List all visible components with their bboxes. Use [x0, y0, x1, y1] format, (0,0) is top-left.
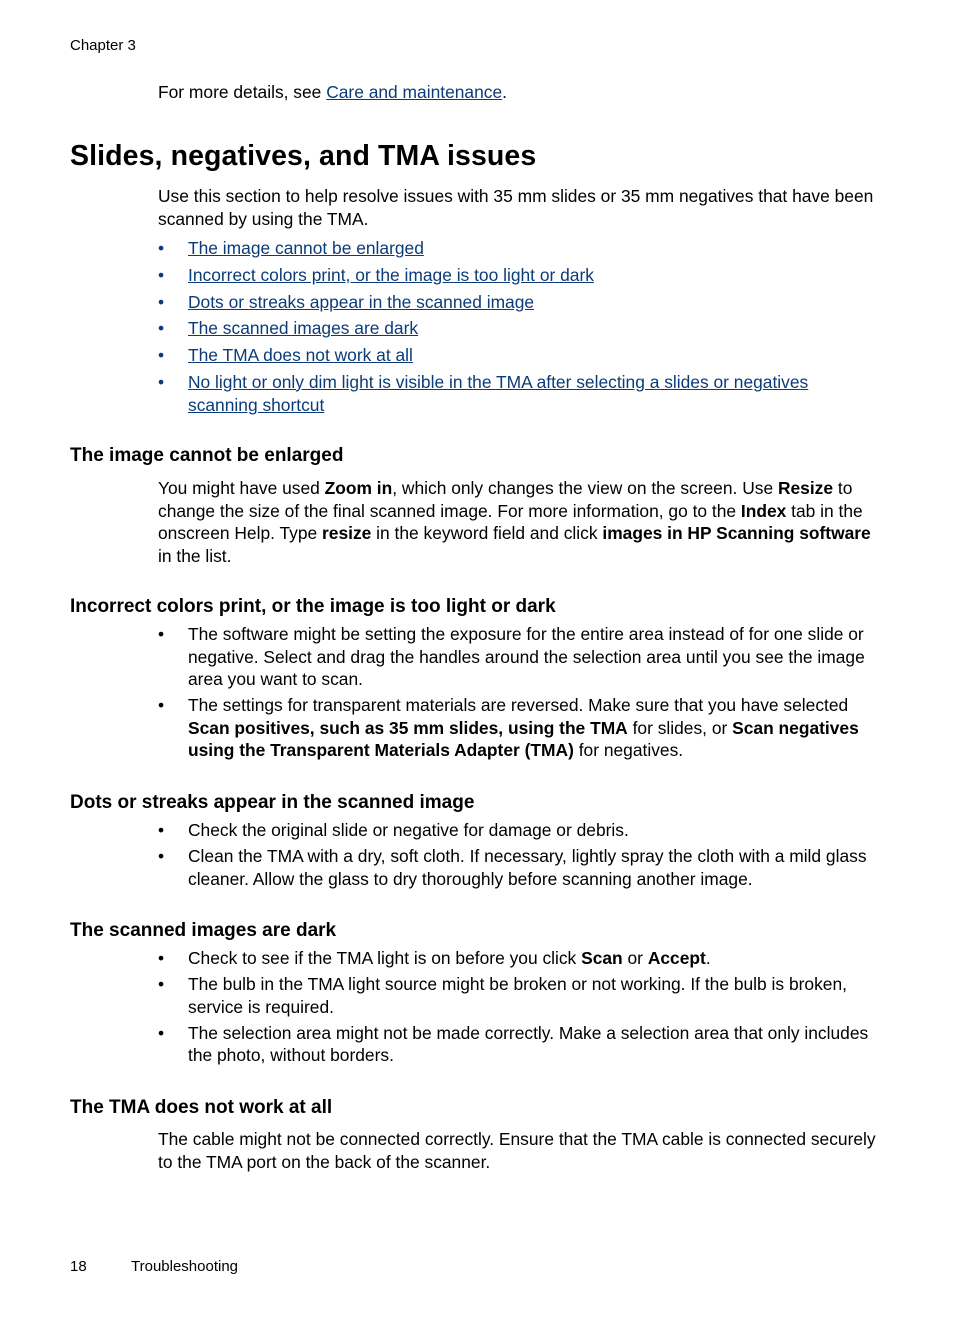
intro-text: For more details, see: [158, 82, 327, 102]
item-text: Check to see if the TMA light is on before you click: [188, 948, 582, 968]
item-text: for negatives.: [573, 740, 684, 761]
section-description: Use this section to help resolve issues with 35 mm slides or 35 mm negatives that have been scanned by using the TMA.: [158, 186, 874, 229]
list-item: [158, 623, 878, 691]
list-item: [158, 947, 878, 970]
item-text: or: [622, 948, 648, 968]
section-title: Slides, negatives, and TMA issues: [70, 140, 537, 172]
care-and-maintenance-link[interactable]: Care and maintenance: [326, 82, 503, 102]
toc-item: [158, 264, 878, 287]
bullet-icon: •: [158, 948, 165, 968]
bullet-icon: •: [158, 973, 165, 994]
toc-link-incorrect-colors[interactable]: Incorrect colors print, or the image is too light or dark: [188, 264, 594, 285]
toc-item: [158, 237, 878, 260]
toc-item: [158, 344, 878, 367]
bullet-icon: •: [158, 371, 165, 392]
item-text: The bulb in the TMA light source might be broken or not working. If the bulb is broken, service is required.: [188, 973, 847, 1017]
colors-list: [158, 623, 878, 765]
page-number: 18: [70, 1258, 87, 1275]
topic-link-list: [158, 237, 878, 420]
ui-term-scan-positives: Scan positives, such as 35 mm slides, using the TMA: [188, 717, 628, 738]
list-item: [158, 845, 878, 890]
bullet-icon: •: [158, 318, 165, 339]
item-text: for slides, or: [627, 717, 733, 738]
item-text: The software might be setting the exposure for the entire area instead of for one slide or negative. Select and drag the handles around the selection area until you see the image area you want to scan.: [188, 624, 865, 690]
heading-tma-does-not-work: The TMA does not work at all: [70, 1097, 333, 1118]
ui-term-accept: Accept: [647, 948, 706, 968]
ui-term-index: Index: [740, 500, 787, 521]
text: in the list.: [158, 545, 232, 566]
bullet-icon: •: [158, 845, 165, 866]
toc-link-tma-does-not-work[interactable]: The TMA does not work at all: [188, 345, 413, 366]
bullet-icon: •: [158, 820, 165, 840]
intro-suffix: .: [502, 82, 507, 102]
toc-link-no-light-in-tma[interactable]: No light or only dim light is visible in the TMA after selecting a slides or negatives scanning shortcut: [188, 371, 809, 415]
running-header: Chapter 3: [70, 37, 136, 54]
heading-incorrect-colors: Incorrect colors print, or the image is too light or dark: [70, 596, 556, 617]
toc-link-image-cannot-be-enlarged[interactable]: The image cannot be enlarged: [188, 238, 424, 258]
ui-term-resize-keyword: resize: [322, 523, 372, 544]
dark-list: [158, 947, 878, 1070]
text: to change the size of the final scanned image. For more information, go to the: [158, 478, 853, 521]
tma-paragraph: The cable might not be connected correctly. Ensure that the TMA cable is connected securely to the TMA port on the back of the scanner.: [158, 1129, 876, 1172]
intro-paragraph: [158, 81, 878, 104]
enlarge-paragraph: [158, 477, 878, 567]
dots-list: [158, 819, 878, 894]
toc-link-dots-or-streaks[interactable]: Dots or streaks appear in the scanned image: [188, 291, 535, 312]
heading-scanned-images-dark: The scanned images are dark: [70, 920, 337, 941]
text: tab in the onscreen Help. Type: [158, 500, 863, 544]
list-item: [158, 1022, 878, 1067]
list-item: [158, 973, 878, 1018]
heading-dots-or-streaks: Dots or streaks appear in the scanned image: [70, 792, 475, 813]
text: , which only changes the view on the screen. Use: [392, 478, 778, 498]
item-text: Check the original slide or negative for damage or debris.: [188, 820, 629, 840]
list-item: [158, 694, 878, 762]
bullet-icon: •: [158, 695, 165, 716]
item-text: .: [705, 948, 711, 968]
bullet-icon: •: [158, 624, 165, 644]
heading-image-cannot-be-enlarged: The image cannot be enlarged: [70, 445, 344, 466]
toc-item: [158, 371, 878, 416]
bullet-icon: •: [158, 264, 165, 285]
text: You might have used: [158, 478, 325, 498]
ui-term-zoom-in: Zoom in: [324, 478, 393, 498]
footer-section-name: Troubleshooting: [131, 1258, 239, 1275]
toc-link-scanned-images-dark[interactable]: The scanned images are dark: [188, 318, 419, 339]
list-item: [158, 819, 878, 842]
ui-term-resize: Resize: [777, 478, 834, 498]
item-text: Clean the TMA with a dry, soft cloth. If necessary, lightly spray the cloth with a mild glass cleaner. Allow the glass to dry thoroughly before scanning another image.: [188, 845, 867, 889]
ui-term-scan-negatives: Scan negatives using the Transparent Materials Adapter (TMA): [188, 717, 859, 761]
text: in the keyword field and click: [371, 523, 603, 544]
bullet-icon: •: [158, 238, 165, 258]
ui-term-scan: Scan: [581, 948, 623, 968]
item-text: The settings for transparent materials are reversed. Make sure that you have selected: [188, 695, 849, 716]
bullet-icon: •: [158, 1022, 165, 1043]
toc-item: [158, 291, 878, 314]
ui-term-images-in-hp-scanning-software: images in HP Scanning software: [602, 523, 871, 544]
toc-item: [158, 317, 878, 340]
item-text: The selection area might not be made correctly. Make a selection area that only includes the photo, without borders.: [188, 1022, 869, 1066]
bullet-icon: •: [158, 345, 165, 366]
bullet-icon: •: [158, 291, 165, 312]
